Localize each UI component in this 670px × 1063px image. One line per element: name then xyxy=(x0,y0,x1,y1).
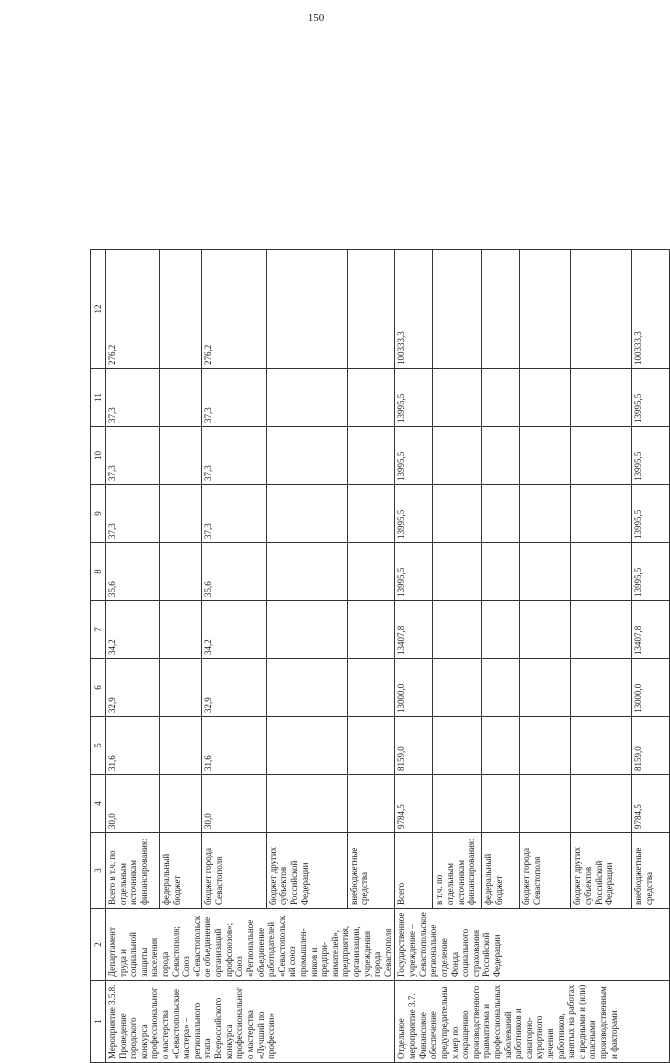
value-cell xyxy=(571,543,632,601)
header-cell: 4 xyxy=(91,775,106,833)
value-cell xyxy=(266,250,347,369)
value-cell xyxy=(347,775,395,833)
value-cell xyxy=(160,717,202,775)
value-cell: 13407,8 xyxy=(632,601,670,659)
value-cell: 13995,5 xyxy=(395,485,433,543)
value-cell xyxy=(520,543,571,601)
header-cell: 3 xyxy=(91,833,106,909)
source-cell: бюджет других субъектов Российской Федерации xyxy=(266,833,347,909)
value-cell xyxy=(160,369,202,427)
value-cell xyxy=(160,659,202,717)
value-cell: 35,6 xyxy=(106,543,160,601)
value-cell: 100333,3 xyxy=(632,250,670,369)
value-cell xyxy=(482,601,520,659)
value-cell xyxy=(520,427,571,485)
value-cell: 34,2 xyxy=(202,601,266,659)
header-cell: 1 xyxy=(91,981,106,1063)
source-cell: бюджет города Севастополя xyxy=(520,833,571,909)
page-number: 150 xyxy=(307,12,325,24)
value-cell: 32,9 xyxy=(106,659,160,717)
value-cell: 13995,5 xyxy=(632,543,670,601)
value-cell xyxy=(160,485,202,543)
value-cell xyxy=(266,369,347,427)
value-cell xyxy=(160,543,202,601)
value-cell xyxy=(160,601,202,659)
value-cell xyxy=(347,543,395,601)
value-cell xyxy=(347,717,395,775)
value-cell xyxy=(520,250,571,369)
value-cell xyxy=(433,717,482,775)
header-cell: 11 xyxy=(91,369,106,427)
value-cell: 8159,0 xyxy=(632,717,670,775)
value-cell: 13995,5 xyxy=(632,427,670,485)
header-cell: 8 xyxy=(91,543,106,601)
value-cell: 30,0 xyxy=(106,775,160,833)
value-cell: 13000,0 xyxy=(395,659,433,717)
value-cell xyxy=(160,775,202,833)
header-cell: 2 xyxy=(91,909,106,981)
value-cell: 13995,5 xyxy=(632,485,670,543)
value-cell xyxy=(347,369,395,427)
value-cell: 9784,5 xyxy=(632,775,670,833)
value-cell: 13000,0 xyxy=(632,659,670,717)
table-row xyxy=(106,250,160,1063)
value-cell: 276,2 xyxy=(106,250,160,369)
value-cell xyxy=(433,543,482,601)
value-cell xyxy=(266,775,347,833)
header-cell: 9 xyxy=(91,485,106,543)
value-cell: 13995,5 xyxy=(395,543,433,601)
value-cell: 31,6 xyxy=(202,717,266,775)
value-cell xyxy=(433,659,482,717)
value-cell: 34,2 xyxy=(106,601,160,659)
value-cell: 276,2 xyxy=(202,250,266,369)
value-cell: 35,6 xyxy=(202,543,266,601)
value-cell xyxy=(266,543,347,601)
event-name-cell: Отдельное мероприятие 3.7. Финансовое обеспечение предупредительных мер по сокращению производственного травматизма и профессиональных заболеваний работников и санаторно-курортного лечения работников, занятых на работах с вредными и (или) опасными производственными факторами xyxy=(395,981,670,1063)
value-cell: 37,3 xyxy=(106,427,160,485)
value-cell: 13995,5 xyxy=(395,369,433,427)
source-cell: внебюджетные средства xyxy=(347,833,395,909)
header-cell: 12 xyxy=(91,250,106,369)
value-cell xyxy=(433,775,482,833)
value-cell xyxy=(482,775,520,833)
value-cell xyxy=(520,717,571,775)
header-cell: 10 xyxy=(91,427,106,485)
value-cell: 37,3 xyxy=(202,485,266,543)
event-name-cell: Мероприятие 3.5.8. Проведение городского конкурса профессионального мастерства «Севастопольские мастера» – регионального этапа Всероссийского конкурса профессионального мастерства «Лучший по профессии» xyxy=(106,981,395,1063)
value-cell: 37,3 xyxy=(106,485,160,543)
source-cell: федеральный бюджет xyxy=(482,833,520,909)
value-cell: 13407,8 xyxy=(395,601,433,659)
value-cell xyxy=(433,427,482,485)
value-cell xyxy=(482,369,520,427)
value-cell: 30,0 xyxy=(202,775,266,833)
value-cell xyxy=(571,369,632,427)
value-cell xyxy=(571,601,632,659)
value-cell xyxy=(266,717,347,775)
funding-table xyxy=(90,249,670,1063)
value-cell xyxy=(266,427,347,485)
source-cell: бюджет других субъектов Российской Федерации xyxy=(571,833,632,909)
value-cell: 100333,3 xyxy=(395,250,433,369)
rotated-table-container xyxy=(90,250,655,1063)
value-cell: 13995,5 xyxy=(632,369,670,427)
value-cell xyxy=(520,601,571,659)
value-cell xyxy=(433,250,482,369)
executor-cell: Государственное учреждение – Севастопольское региональное отделение Фонда социального страхования Российской Федерации xyxy=(395,909,670,981)
value-cell xyxy=(482,717,520,775)
header-cell: 6 xyxy=(91,659,106,717)
value-cell xyxy=(571,485,632,543)
table-row xyxy=(395,250,433,1063)
value-cell xyxy=(482,485,520,543)
header-row xyxy=(91,250,106,1063)
value-cell xyxy=(520,485,571,543)
value-cell xyxy=(520,775,571,833)
value-cell: 31,6 xyxy=(106,717,160,775)
value-cell: 9784,5 xyxy=(395,775,433,833)
value-cell xyxy=(571,250,632,369)
source-cell: внебюджетные средства xyxy=(632,833,670,909)
source-cell: в т.ч. по отдельным источникам финансирования: xyxy=(433,833,482,909)
value-cell xyxy=(482,659,520,717)
value-cell xyxy=(482,427,520,485)
value-cell xyxy=(433,485,482,543)
value-cell xyxy=(520,659,571,717)
value-cell xyxy=(347,250,395,369)
source-cell: бюджет города Севастополя xyxy=(202,833,266,909)
value-cell xyxy=(347,427,395,485)
value-cell xyxy=(482,250,520,369)
value-cell xyxy=(266,659,347,717)
value-cell xyxy=(571,659,632,717)
value-cell xyxy=(433,369,482,427)
value-cell xyxy=(160,250,202,369)
value-cell xyxy=(571,427,632,485)
value-cell xyxy=(347,485,395,543)
value-cell: 37,3 xyxy=(202,427,266,485)
executor-cell: Департамент труда и социальной защиты населения города Севастополя; Союз «Севастопольское объединение организаций профсоюзов»; Союз «Региональное объединение работодателей «Севастопольский союз промышлен-ников и предпри-нимателей», предприятия, организации, учреждения города Севастополя xyxy=(106,909,395,981)
value-cell xyxy=(266,601,347,659)
value-cell xyxy=(571,717,632,775)
value-cell xyxy=(482,543,520,601)
value-cell xyxy=(347,601,395,659)
source-cell: Всего xyxy=(395,833,433,909)
value-cell: 37,3 xyxy=(202,369,266,427)
value-cell: 37,3 xyxy=(106,369,160,427)
value-cell xyxy=(160,427,202,485)
value-cell: 8159,0 xyxy=(395,717,433,775)
value-cell xyxy=(266,485,347,543)
source-cell: федеральный бюджет xyxy=(160,833,202,909)
value-cell xyxy=(571,775,632,833)
value-cell xyxy=(433,601,482,659)
value-cell xyxy=(520,369,571,427)
header-cell: 7 xyxy=(91,601,106,659)
value-cell: 13995,5 xyxy=(395,427,433,485)
value-cell: 32,9 xyxy=(202,659,266,717)
source-cell: Всего в т.ч. по отдельным источникам финансирования: xyxy=(106,833,160,909)
header-cell: 5 xyxy=(91,717,106,775)
value-cell xyxy=(347,659,395,717)
